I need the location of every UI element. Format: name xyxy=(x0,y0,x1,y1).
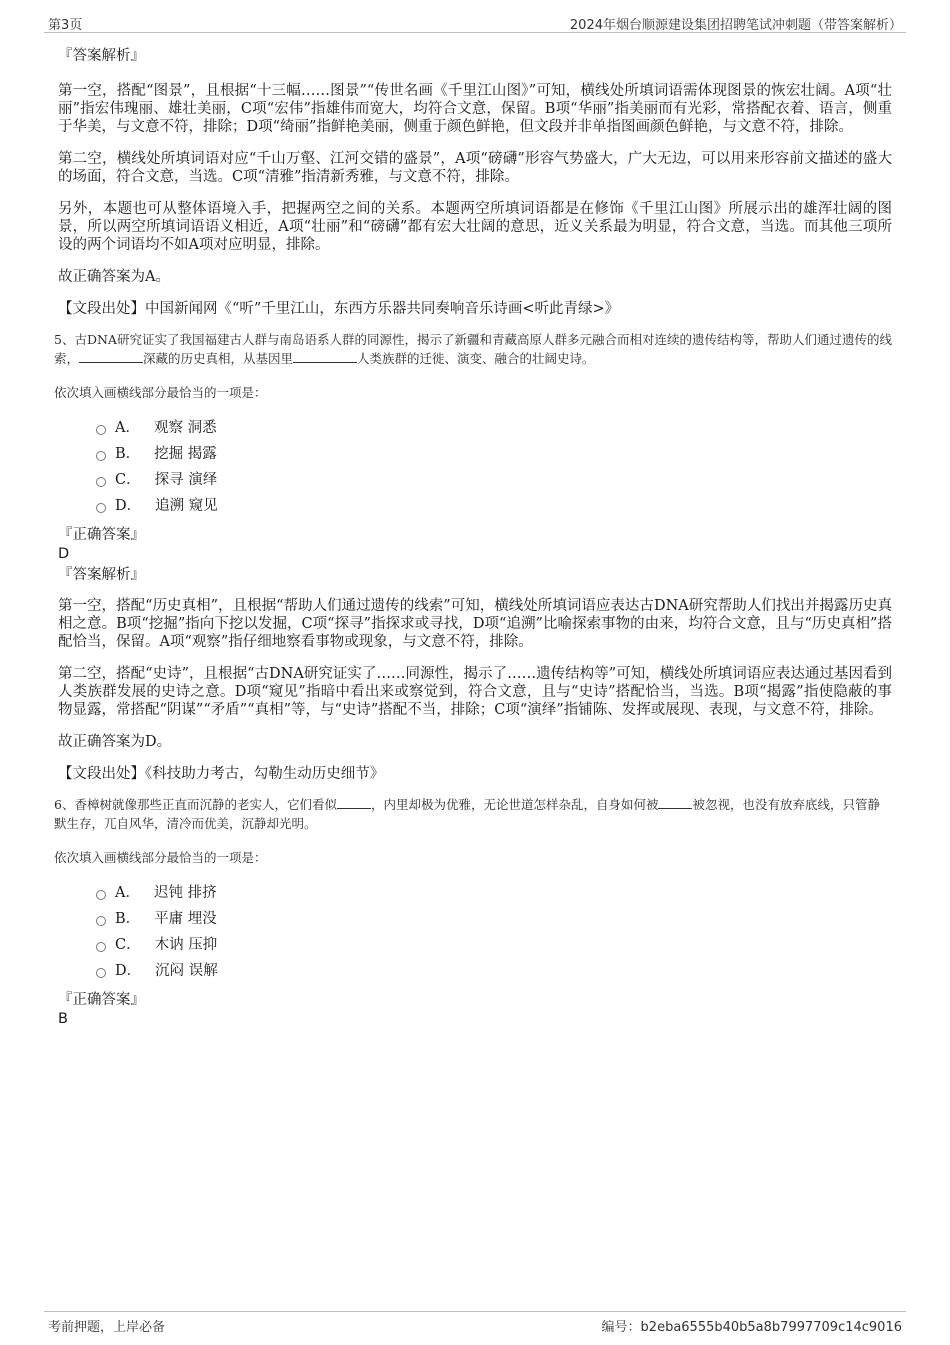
q4-analysis-para-2: 第二空，横线处所填词语对应“千山万壑、江河交错的盛景”，A项“磅礴”形容气势盛大，广大无边，可以用来形容前文描述的盛大的场面，符合文意，当选。C项“清雅”指清新秀雅，与文意不符，排除。 xyxy=(58,151,892,185)
q6-question-text xyxy=(54,795,892,833)
q5-conclusion: 故正确答案为D。 xyxy=(58,734,172,750)
q4-analysis-label: 『答案解析』 xyxy=(58,48,145,64)
page-content xyxy=(54,46,892,1028)
page-footer xyxy=(44,1311,906,1338)
q5-question-text xyxy=(54,330,892,368)
q5-options xyxy=(58,415,892,519)
radio-icon[interactable] xyxy=(96,425,106,435)
q5-analysis-para-1: 第一空，搭配“历史真相”，且根据“帮助人们通过遗传的线索”可知，横线处所填词语应表达古DNA研究帮助人们找出并揭露历史真相之意。B项“挖掘”指向下挖以发掘，C项“探寻”指探求或寻找，D项“追溯”比喻探索事物的由来，均符合文意，且与“历史真相”搭配恰当，保留。A项“观察”指仔细地察看事物或现象，与文意不符，排除。 xyxy=(58,598,892,650)
footer-slogan: 考前押题，上岸必备 xyxy=(48,1320,166,1335)
q6-options xyxy=(58,880,892,984)
q5-analysis-label: 『答案解析』 xyxy=(58,567,145,583)
q4-source: 【文段出处】中国新闻网《“听”千里江山，东西方乐器共同奏响音乐诗画<听此青绿>》 xyxy=(58,301,620,317)
radio-icon[interactable] xyxy=(96,890,106,900)
document-serial: 编号：b2eba6555b40b5a8b7997709c14c9016 xyxy=(601,1320,902,1335)
q5-option-a[interactable]: A． 观察 洞悉 xyxy=(96,415,892,441)
q4-analysis-para-3: 另外，本题也可从整体语境入手，把握两空之间的关系。本题两空所填词语都是在修饰《千里江山图》所展示出的雄浑壮阔的图景，所以两空所填词语语义相近，A项“壮丽”和“磅礴”都有宏大壮阔的意思，近义关系最为明显，符合文意，当选。而其他三项所设的两个词语均不如A项对应明显，排除。 xyxy=(58,201,892,253)
q5-prompt: 依次填入画横线部分最恰当的一项是： xyxy=(54,385,267,400)
q5-text-part-1: 5、古DNA研究证实了我国福建古人群与南岛语系人群的同源性，揭示了新疆和青藏高原人群多元融合而相对连续的遗传结构等，帮助人们通过遗传的线索， xyxy=(54,332,892,366)
radio-icon[interactable] xyxy=(96,451,106,461)
q6-text-part-1: 6、香樟树就像那些正直而沉静的老实人，它们看似 xyxy=(54,797,337,812)
q5-analysis-para-2: 第二空，搭配“史诗”，且根据“古DNA研究证实了……同源性，揭示了……遗传结构等”可知，横线处所填词语应表达通过基因看到人类族群发展的史诗之意。D项“窥见”指暗中看出来或察觉到，符合文意，且与“史诗”搭配恰当，当选。B项“揭露”指使隐蔽的事物显露，常搭配“阴谋”“矛盾”“真相”等，与“史诗”搭配不当，排除；C项“演绎”指铺陈、发挥或展现、表现，与文意不符，排除。 xyxy=(58,666,892,718)
q4-analysis-para-1: 第一空，搭配“图景”，且根据“十三幅……图景”“传世名画《千里江山图》”可知，横线处所填词语需体现图景的恢宏壮阔。A项“壮丽”指宏伟瑰丽、雄壮美丽，C项“宏伟”指雄伟而宽大，均符合文意，保留。B项“华丽”指美丽而有光彩，常搭配衣着、语言，侧重于华美，与文意不符，排除；D项“绮丽”指鲜艳美丽，侧重于颜色鲜艳，但文段并非单指图画颜色鲜艳，与文意不符，排除。 xyxy=(58,83,892,135)
q5-blank-2 xyxy=(293,350,357,363)
q5-text-part-2: 深藏的历史真相，从基因里 xyxy=(143,351,294,366)
q6-blank-2 xyxy=(658,796,692,809)
q5-source: 【文段出处】《科技助力考古，勾勒生动历史细节》 xyxy=(58,766,385,782)
q5-option-d[interactable]: D． 追溯 窥见 xyxy=(96,493,892,519)
q6-option-d[interactable]: D． 沉闷 误解 xyxy=(96,958,892,984)
radio-icon[interactable] xyxy=(96,916,106,926)
q5-answer: D xyxy=(58,546,70,562)
q5-option-b[interactable]: B． 挖掘 揭露 xyxy=(96,441,892,467)
q5-blank-1 xyxy=(79,350,143,363)
q4-conclusion: 故正确答案为A。 xyxy=(58,269,170,285)
q6-text-part-3: 被忽视，也没有放弃底线，只管静默生存，兀自风华，清冷而优美，沉静却光明。 xyxy=(54,797,880,831)
radio-icon[interactable] xyxy=(96,503,106,513)
q6-blank-1 xyxy=(337,796,371,809)
q6-option-c[interactable]: C． 木讷 压抑 xyxy=(96,932,892,958)
q5-answer-label: 『正确答案』 xyxy=(58,527,145,543)
page-header xyxy=(44,10,906,33)
q6-option-a[interactable]: A． 迟钝 排挤 xyxy=(96,880,892,906)
q6-prompt: 依次填入画横线部分最恰当的一项是： xyxy=(54,850,267,865)
document-title: 2024年烟台顺源建设集团招聘笔试冲刺题（带答案解析） xyxy=(569,18,902,33)
radio-icon[interactable] xyxy=(96,477,106,487)
page-number: 第3页 xyxy=(48,18,83,33)
q6-option-b[interactable]: B． 平庸 埋没 xyxy=(96,906,892,932)
q5-option-c[interactable]: C． 探寻 演绎 xyxy=(96,467,892,493)
q5-text-part-3: 人类族群的迁徙、演变、融合的壮阔史诗。 xyxy=(357,351,595,366)
q6-answer-label: 『正确答案』 xyxy=(58,992,145,1008)
radio-icon[interactable] xyxy=(96,968,106,978)
q6-answer: B xyxy=(58,1011,68,1027)
radio-icon[interactable] xyxy=(96,942,106,952)
q6-text-part-2: ，内里却极为优雅，无论世道怎样杂乱，自身如何被 xyxy=(370,797,659,812)
